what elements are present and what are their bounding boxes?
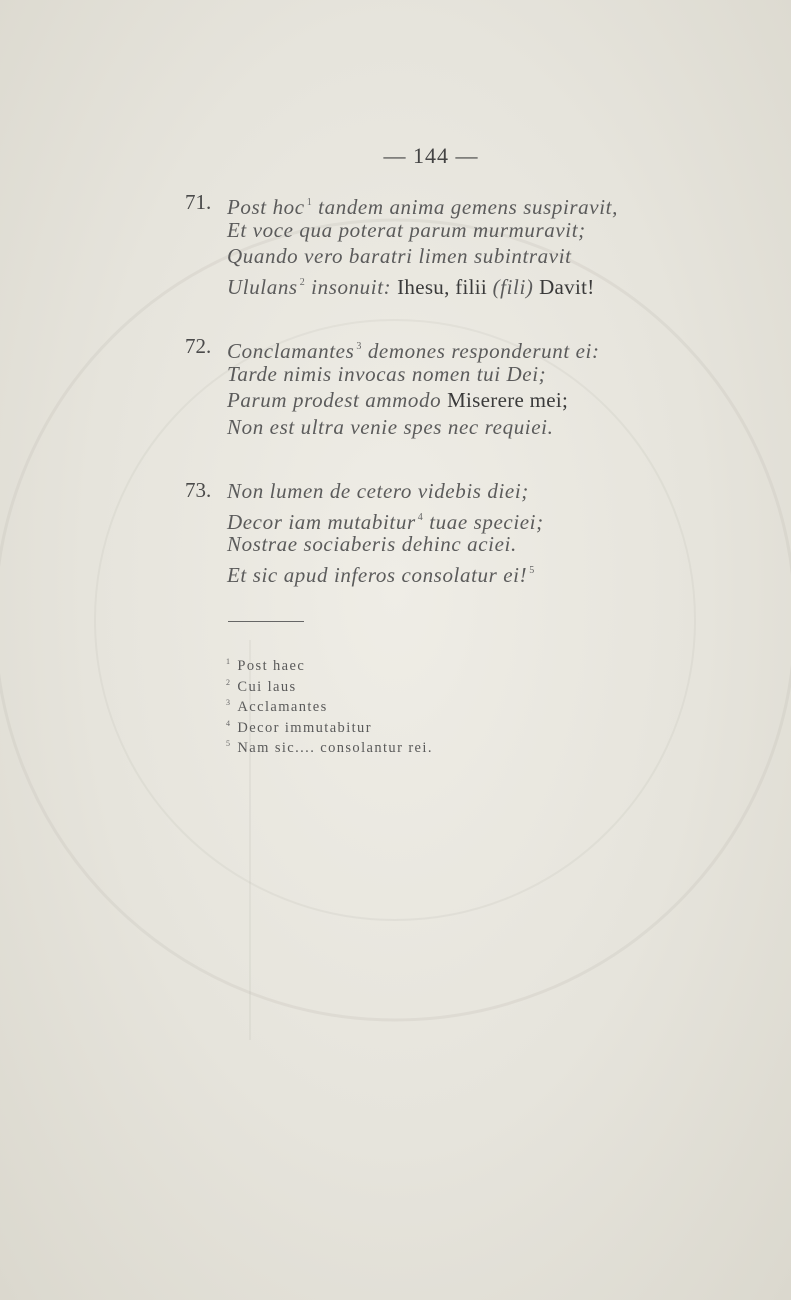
verse-line <box>227 217 618 244</box>
verse-text: tuae speciei; <box>423 509 544 534</box>
verse-line <box>227 531 544 558</box>
footnotes <box>226 652 433 755</box>
verse-text: Nostrae sociaberis dehinc aciei. <box>227 532 517 556</box>
footnote-text: Cui laus <box>237 678 297 695</box>
footnote <box>226 652 433 673</box>
footnote <box>226 734 433 755</box>
verse-text: Decor iam mutabitur <box>227 509 416 534</box>
verse-text: Non est ultra venie spes nec requiei. <box>227 414 554 439</box>
footnote-ref: 3 <box>356 341 362 352</box>
verse-text: Quando vero baratri limen subintravit <box>227 244 572 268</box>
footnote-mark: 3 <box>226 698 232 707</box>
footnote-ref: 5 <box>529 564 535 576</box>
footnote-mark: 1 <box>226 657 232 666</box>
footnote <box>226 673 433 694</box>
footnote-text: Post haec <box>237 658 306 674</box>
footnote-mark: 2 <box>226 677 232 687</box>
stanza-number: 72. <box>185 334 212 358</box>
verse-text: Conclamantes <box>227 339 355 363</box>
verse-line <box>227 387 600 414</box>
verse-text: insonuit: <box>305 274 398 299</box>
stanza-number: 71. <box>185 190 212 214</box>
footnote-text: Decor immutabitur <box>237 719 372 736</box>
verse-text: Et voce qua poterat parum murmuravit; <box>227 217 586 242</box>
verse-line <box>227 558 544 585</box>
footnote-mark: 5 <box>226 739 232 748</box>
footnote <box>226 714 433 735</box>
footnote <box>226 693 433 714</box>
stanza-number: 73. <box>185 478 212 502</box>
footnote-mark: 4 <box>226 718 232 728</box>
verse-text: tandem anima gemens suspiravit, <box>312 195 618 219</box>
verse-text: Post hoc <box>227 195 305 219</box>
footnote-text: Acclamantes <box>237 699 328 715</box>
verse-line <box>227 505 544 532</box>
verse-line <box>227 243 618 270</box>
verse-text: (fili) <box>492 274 534 299</box>
footnote-ref: 4 <box>417 511 424 523</box>
footnote-ref: 1 <box>306 197 313 208</box>
footnote-separator <box>228 621 304 622</box>
footnote-text: Nam sic.... consolantur rei. <box>237 740 433 756</box>
verse-line <box>227 361 600 388</box>
verse-line <box>227 334 600 361</box>
verse-text: demones responderunt ei: <box>361 339 600 363</box>
verse-text-roman: Ihesu, filii <box>397 274 493 299</box>
verse-text: Ululans <box>227 274 298 299</box>
verse-text-roman: Miserere mei; <box>447 388 569 412</box>
verse-line <box>227 414 600 441</box>
verse-text: Non lumen de cetero videbis diei; <box>227 479 529 503</box>
verse-text: Et sic apud inferos consolatur ei! <box>227 562 528 587</box>
verse-text: Tarde nimis invocas nomen tui Dei; <box>227 361 547 386</box>
verse-text-roman: Davit! <box>533 274 595 299</box>
page-number: — 144 — <box>383 143 479 168</box>
verse-line <box>227 478 544 505</box>
footnote-ref: 2 <box>299 276 306 288</box>
verse-text: Parum prodest ammodo <box>227 388 448 412</box>
verse-line <box>227 270 618 297</box>
verse-line <box>227 190 618 217</box>
